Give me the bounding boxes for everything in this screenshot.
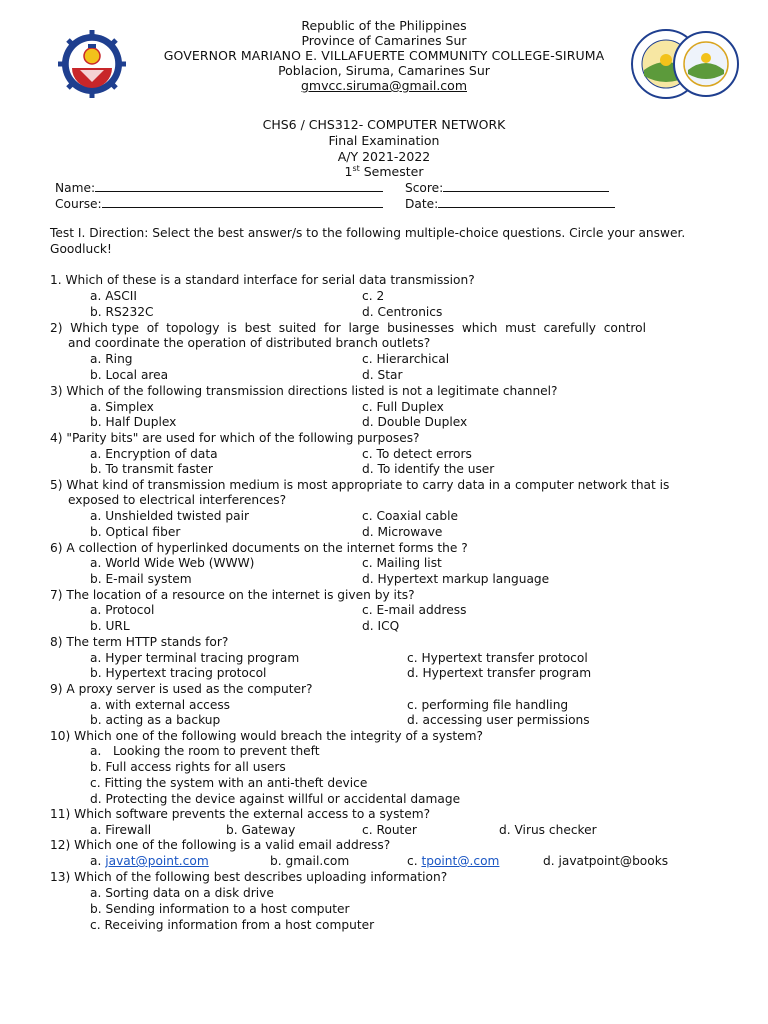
q13-option-a[interactable]: a. Sorting data on a disk drive: [90, 886, 274, 900]
q1-option-d[interactable]: d. Centronics: [362, 305, 443, 319]
exam-title: Final Examination: [328, 133, 440, 148]
question-13: 13) Which of the following best describes uploading information?: [50, 870, 448, 884]
header-province: Province of Camarines Sur: [301, 33, 467, 48]
q2-option-c[interactable]: c. Hierarchical: [362, 352, 450, 366]
q3-option-c[interactable]: c. Full Duplex: [362, 400, 444, 414]
q2-option-b[interactable]: b. Local area: [90, 368, 169, 382]
q11-option-c[interactable]: c. Router: [362, 823, 417, 837]
question-10: 10) Which one of the following would breach the integrity of a system?: [50, 729, 483, 743]
question-4: 4) "Parity bits" are used for which of the following purposes?: [50, 431, 420, 445]
q13-option-b[interactable]: b. Sending information to a host computer: [90, 902, 350, 916]
score-field[interactable]: Score:: [405, 181, 609, 195]
question-3: 3) Which of the following transmission directions listed is not a legitimate channel?: [50, 384, 558, 398]
q6-option-b[interactable]: b. E-mail system: [90, 572, 192, 586]
q8-option-a[interactable]: a. Hyper terminal tracing program: [90, 651, 300, 665]
q11-option-d[interactable]: d. Virus checker: [499, 823, 597, 837]
q3-option-b[interactable]: b. Half Duplex: [90, 415, 177, 429]
q4-option-b[interactable]: b. To transmit faster: [90, 462, 213, 476]
question-12: 12) Which one of the following is a valid email address?: [50, 838, 391, 852]
question-2-cont: and coordinate the operation of distributed branch outlets?: [68, 336, 431, 350]
q10-option-c[interactable]: c. Fitting the system with an anti-theft device: [90, 776, 368, 790]
direction-goodluck: Goodluck!: [50, 242, 112, 256]
q12-option-a[interactable]: a. javat@point.com: [90, 854, 209, 868]
q2-option-d[interactable]: d. Star: [362, 368, 403, 382]
q7-option-d[interactable]: d. ICQ: [362, 619, 400, 633]
q4-option-c[interactable]: c. To detect errors: [362, 447, 472, 461]
q9-option-a[interactable]: a. with external access: [90, 698, 231, 712]
question-11: 11) Which software prevents the external access to a system?: [50, 807, 431, 821]
question-7: 7) The location of a resource on the internet is given by its?: [50, 588, 415, 602]
q12-option-d[interactable]: d. javatpoint@books: [543, 854, 669, 868]
header-republic: Republic of the Philippines: [301, 18, 467, 33]
question-5: 5) What kind of transmission medium is most appropriate to carry data in a computer network that is: [50, 478, 670, 492]
question-8: 8) The term HTTP stands for?: [50, 635, 229, 649]
course-code: CHS6 / CHS312- COMPUTER NETWORK: [262, 117, 506, 132]
q5-option-c[interactable]: c. Coaxial cable: [362, 509, 459, 523]
q8-option-d[interactable]: d. Hypertext transfer program: [407, 666, 592, 680]
question-9: 9) A proxy server is used as the computer?: [50, 682, 313, 696]
q3-option-a[interactable]: a. Simplex: [90, 400, 154, 414]
question-6: 6) A collection of hyperlinked documents on the internet forms the ?: [50, 541, 468, 555]
q4-option-d[interactable]: d. To identify the user: [362, 462, 495, 476]
question-2: 2) Which type of topology is best suited for large businesses which must carefully control: [50, 321, 646, 335]
name-field[interactable]: Name:: [55, 181, 383, 195]
q12-option-b[interactable]: b. gmail.com: [270, 854, 350, 868]
question-1: 1. Which of these is a standard interface for serial data transmission?: [50, 273, 475, 287]
header-address: Poblacion, Siruma, Camarines Sur: [278, 63, 490, 78]
q1-option-c[interactable]: c. 2: [362, 289, 385, 303]
q8-option-c[interactable]: c. Hypertext transfer protocol: [407, 651, 588, 665]
q4-option-a[interactable]: a. Encryption of data: [90, 447, 218, 461]
q1-option-a[interactable]: a. ASCII: [90, 289, 137, 303]
q9-option-b[interactable]: b. acting as a backup: [90, 713, 221, 727]
q12-option-c[interactable]: c. tpoint@.com: [407, 854, 500, 868]
q6-option-a[interactable]: a. World Wide Web (WWW): [90, 556, 255, 570]
q5-option-d[interactable]: d. Microwave: [362, 525, 443, 539]
question-5-cont: exposed to electrical interferences?: [68, 493, 287, 507]
date-field[interactable]: Date:: [405, 197, 615, 211]
q9-option-c[interactable]: c. performing file handling: [407, 698, 569, 712]
q10-option-a[interactable]: a. Looking the room to prevent theft: [90, 744, 320, 758]
q7-option-b[interactable]: b. URL: [90, 619, 130, 633]
q8-option-b[interactable]: b. Hypertext tracing protocol: [90, 666, 267, 680]
q9-option-d[interactable]: d. accessing user permissions: [407, 713, 590, 727]
q10-option-d[interactable]: d. Protecting the device against willful or accidental damage: [90, 792, 461, 806]
q2-option-a[interactable]: a. Ring: [90, 352, 133, 366]
q3-option-d[interactable]: d. Double Duplex: [362, 415, 468, 429]
header-college-name: GOVERNOR MARIANO E. VILLAFUERTE COMMUNITY COLLEGE-SIRUMA: [163, 48, 605, 63]
q6-option-c[interactable]: c. Mailing list: [362, 556, 442, 570]
q11-option-a[interactable]: a. Firewall: [90, 823, 152, 837]
q5-option-a[interactable]: a. Unshielded twisted pair: [90, 509, 250, 523]
q13-option-c[interactable]: c. Receiving information from a host computer: [90, 918, 375, 932]
header-email[interactable]: gmvcc.siruma@gmail.com: [301, 78, 467, 93]
q7-option-c[interactable]: c. E-mail address: [362, 603, 467, 617]
q5-option-b[interactable]: b. Optical fiber: [90, 525, 181, 539]
q10-option-b[interactable]: b. Full access rights for all users: [90, 760, 286, 774]
q1-option-b[interactable]: b. RS232C: [90, 305, 154, 319]
q11-option-b[interactable]: b. Gateway: [226, 823, 296, 837]
course-field[interactable]: Course:: [55, 197, 383, 211]
q6-option-d[interactable]: d. Hypertext markup language: [362, 572, 550, 586]
direction-text: Test I. Direction: Select the best answer/s to the following multiple-choice questions. Circle your answer.: [50, 226, 686, 240]
semester: 1st Semester: [344, 164, 424, 180]
academic-year: A/Y 2021-2022: [337, 149, 431, 164]
q7-option-a[interactable]: a. Protocol: [90, 603, 155, 617]
